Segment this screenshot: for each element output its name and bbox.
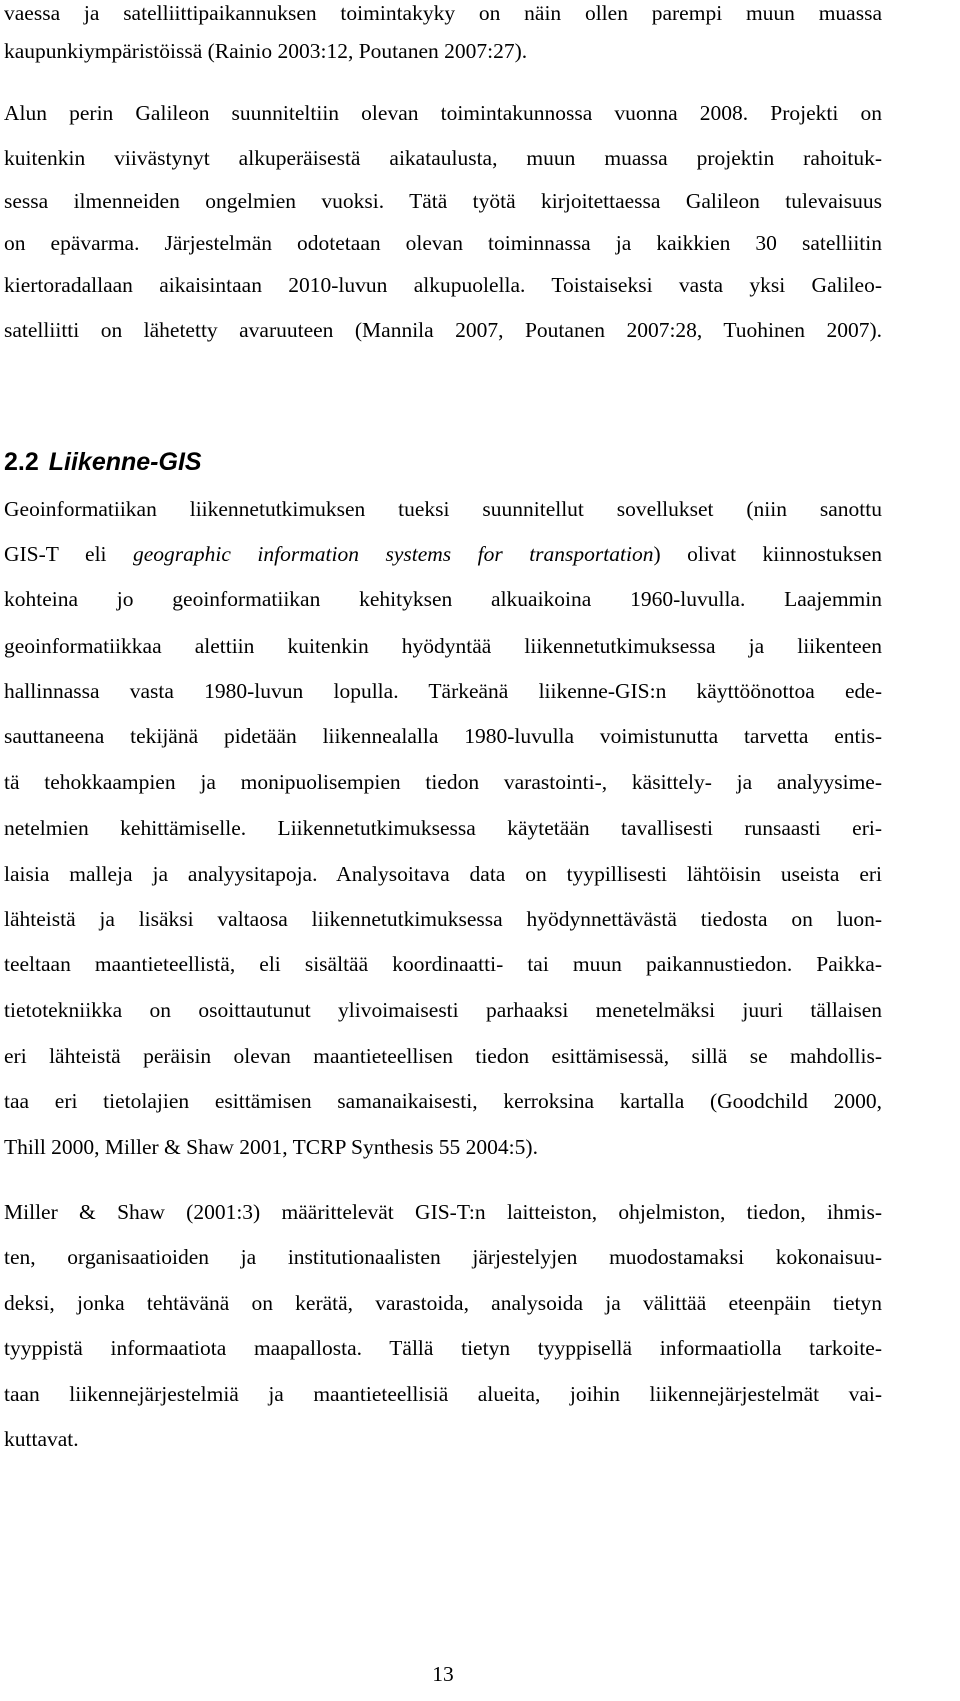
text-line: Geoinformatiikan liikennetutkimuksen tueksi suunnitellut sovellukset (niin sanottu [4,497,882,521]
section-title: Liikenne-GIS [48,448,202,476]
italic-term: geographic information systems for transportation [133,542,654,566]
text-line: laisia malleja ja analyysitapoja. Analysoitava data on tyypillisesti lähtöisin useista eri [4,862,882,886]
text-line: kiertoradallaan aikaisintaan 2010-luvun alkupuolella. Toistaiseksi vasta yksi Galileo- [4,273,882,297]
text-line: satelliitti on lähetetty avaruuteen (Mannila 2007, Poutanen 2007:28, Tuohinen 2007). [4,318,882,342]
text-line: on epävarma. Järjestelmän odotetaan olevan toiminnassa ja kaikkien 30 satelliitin [4,231,882,255]
text-line: Miller & Shaw (2001:3) määrittelevät GIS-T:n laitteiston, ohjelmiston, tiedon, ihmis- [4,1200,882,1224]
text-line: sauttaneena tekijänä pidetään liikennealalla 1980-luvulla voimistunutta tarvetta entis- [4,724,882,748]
page-number: 13 [432,1662,454,1686]
text-line: ten, organisaatioiden ja institutionaalisten järjestelyjen muodostamaksi kokonaisuu- [4,1245,882,1269]
text-line: geoinformatiikkaa alettiin kuitenkin hyödyntää liikennetutkimuksessa ja liikenteen [4,634,882,658]
text-line: kaupunkiympäristöissä (Rainio 2003:12, Poutanen 2007:27). [4,39,528,63]
text-line: tietotekniikka on osoittautunut ylivoimaisesti parhaaksi menetelmäksi juuri tällaisen [4,998,882,1022]
text-line: kuttavat. [4,1427,79,1451]
text-line: taa eri tietolajien esittämisen samanaikaisesti, kerroksina kartalla (Goodchild 2000, [4,1089,882,1113]
text-span: ) olivat kiinnostuksen [653,542,882,566]
text-line: Thill 2000, Miller & Shaw 2001, TCRP Synthesis 55 2004:5). [4,1135,538,1159]
text-line: kohteina jo geoinformatiikan kehityksen alkuaikoina 1960-luvulla. Laajemmin [4,587,882,611]
section-heading [4,447,202,477]
text-line: netelmien kehittämiselle. Liikennetutkimuksessa käytetään tavallisesti runsaasti eri- [4,816,882,840]
text-line: tyyppistä informaatiota maapallosta. Tällä tietyn tyyppisellä informaatiolla tarkoite- [4,1336,882,1360]
text-line: deksi, jonka tehtävänä on kerätä, varastoida, analysoida ja välittää eteenpäin tietyn [4,1291,882,1315]
text-line: taan liikennejärjestelmiä ja maantieteellisiä alueita, joihin liikennejärjestelmät vai- [4,1382,882,1406]
section-number: 2.2 [4,448,39,476]
text-line: sessa ilmenneiden ongelmien vuoksi. Tätä työtä kirjoitettaessa Galileon tulevaisuus [4,189,882,213]
text-span: GIS-T eli [4,542,134,566]
text-line: lähteistä ja lisäksi valtaosa liikennetutkimuksessa hyödynnettävästä tiedosta on luon- [4,907,882,931]
text-line: eri lähteistä peräisin olevan maantieteellisen tiedon esittämisessä, sillä se mahdollis- [4,1044,882,1068]
text-line: hallinnassa vasta 1980-luvun lopulla. Tärkeänä liikenne-GIS:n käyttöönottoa ede- [4,679,882,703]
text-line: Alun perin Galileon suunniteltiin olevan toimintakunnossa vuonna 2008. Projekti on [4,101,882,125]
text-line [4,541,882,567]
text-line: tä tehokkaampien ja monipuolisempien tiedon varastointi-, käsittely- ja analyysime- [4,770,882,794]
text-line: kuitenkin viivästynyt alkuperäisestä aikataulusta, muun muassa projektin rahoituk- [4,146,882,170]
text-line: vaessa ja satelliittipaikannuksen toimintakyky on näin ollen parempi muun muassa [4,1,882,25]
text-line: teeltaan maantieteellistä, eli sisältää koordinaatti- tai muun paikannustiedon. Paikka- [4,952,882,976]
